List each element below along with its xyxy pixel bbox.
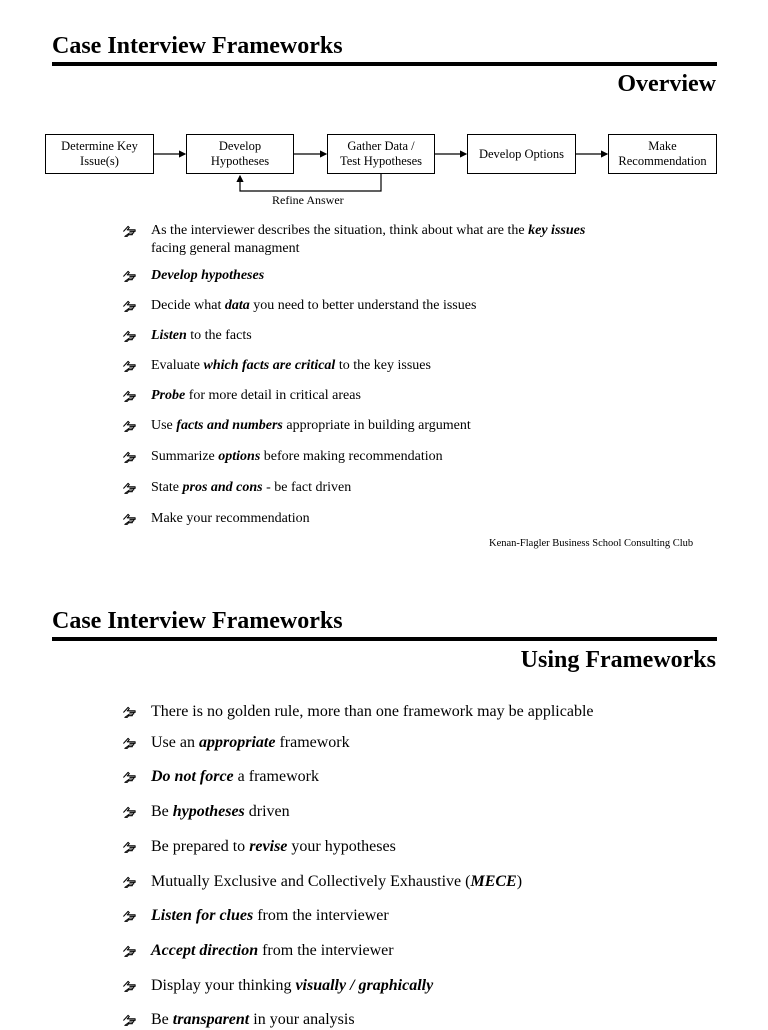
slide1-title: Case Interview Frameworks	[52, 33, 343, 59]
footer-credit: Kenan-Flagler Business School Consulting Club	[489, 538, 694, 549]
pointing-hand-icon	[122, 909, 137, 924]
list-item: As the interviewer describes the situation, think about what are the key issues facing general managment	[122, 222, 585, 258]
slide2-title: Case Interview Frameworks	[52, 608, 343, 634]
list-item: Listen for clues from the interviewer	[122, 906, 594, 926]
pointing-hand-icon	[122, 481, 137, 496]
list-item: Accept direction from the interviewer	[122, 941, 594, 961]
list-item: Do not force a framework	[122, 767, 594, 787]
list-item: Mutually Exclusive and Collectively Exhaustive (MECE)	[122, 872, 594, 892]
pointing-hand-icon	[122, 359, 137, 374]
slide2-bullet-list	[122, 702, 594, 1030]
slide1-subtitle: Overview	[617, 71, 716, 97]
list-item: State pros and cons - be fact driven	[122, 479, 585, 497]
list-item: Use facts and numbers appropriate in building argument	[122, 417, 585, 435]
pointing-hand-icon	[122, 419, 137, 434]
list-item: Summarize options before making recommendation	[122, 448, 585, 466]
pointing-hand-icon	[122, 705, 137, 720]
flow-connectors	[0, 0, 768, 215]
pointing-hand-icon	[122, 805, 137, 820]
flow-box-determine-key-issues: Determine Key Issue(s)	[45, 134, 154, 174]
flow-box-gather-data: Gather Data / Test Hypotheses	[327, 134, 435, 174]
pointing-hand-icon	[122, 875, 137, 890]
slide2-title-rule	[52, 637, 717, 641]
list-item: Be hypotheses driven	[122, 802, 594, 822]
pointing-hand-icon	[122, 269, 137, 284]
pointing-hand-icon	[122, 840, 137, 855]
slide1-bullet-list	[122, 222, 585, 528]
list-item: Probe for more detail in critical areas	[122, 387, 585, 405]
pointing-hand-icon	[122, 512, 137, 527]
pointing-hand-icon	[122, 299, 137, 314]
pointing-hand-icon	[122, 389, 137, 404]
pointing-hand-icon	[122, 944, 137, 959]
list-item: Decide what data you need to better understand the issues	[122, 297, 585, 315]
list-item: Make your recommendation	[122, 510, 585, 528]
list-item: Be transparent in your analysis	[122, 1010, 594, 1030]
flow-box-develop-options: Develop Options	[467, 134, 576, 174]
pointing-hand-icon	[122, 329, 137, 344]
pointing-hand-icon	[122, 770, 137, 785]
feedback-arrow	[240, 173, 381, 191]
slide2-subtitle: Using Frameworks	[520, 647, 716, 673]
list-item: Evaluate which facts are critical to the key issues	[122, 357, 585, 375]
pointing-hand-icon	[122, 979, 137, 994]
list-item: Develop hypotheses	[122, 267, 585, 285]
refine-answer-label: Refine Answer	[272, 193, 344, 207]
list-item: Use an appropriate framework	[122, 733, 594, 753]
flow-box-develop-hypotheses: Develop Hypotheses	[186, 134, 294, 174]
list-item: There is no golden rule, more than one framework may be applicable	[122, 702, 594, 722]
list-item: Listen to the facts	[122, 327, 585, 345]
pointing-hand-icon	[122, 736, 137, 751]
pointing-hand-icon	[122, 224, 137, 239]
list-item: Display your thinking visually / graphically	[122, 976, 594, 996]
pointing-hand-icon	[122, 1013, 137, 1028]
flow-box-make-recommendation: Make Recommendation	[608, 134, 717, 174]
list-item: Be prepared to revise your hypotheses	[122, 837, 594, 857]
pointing-hand-icon	[122, 450, 137, 465]
